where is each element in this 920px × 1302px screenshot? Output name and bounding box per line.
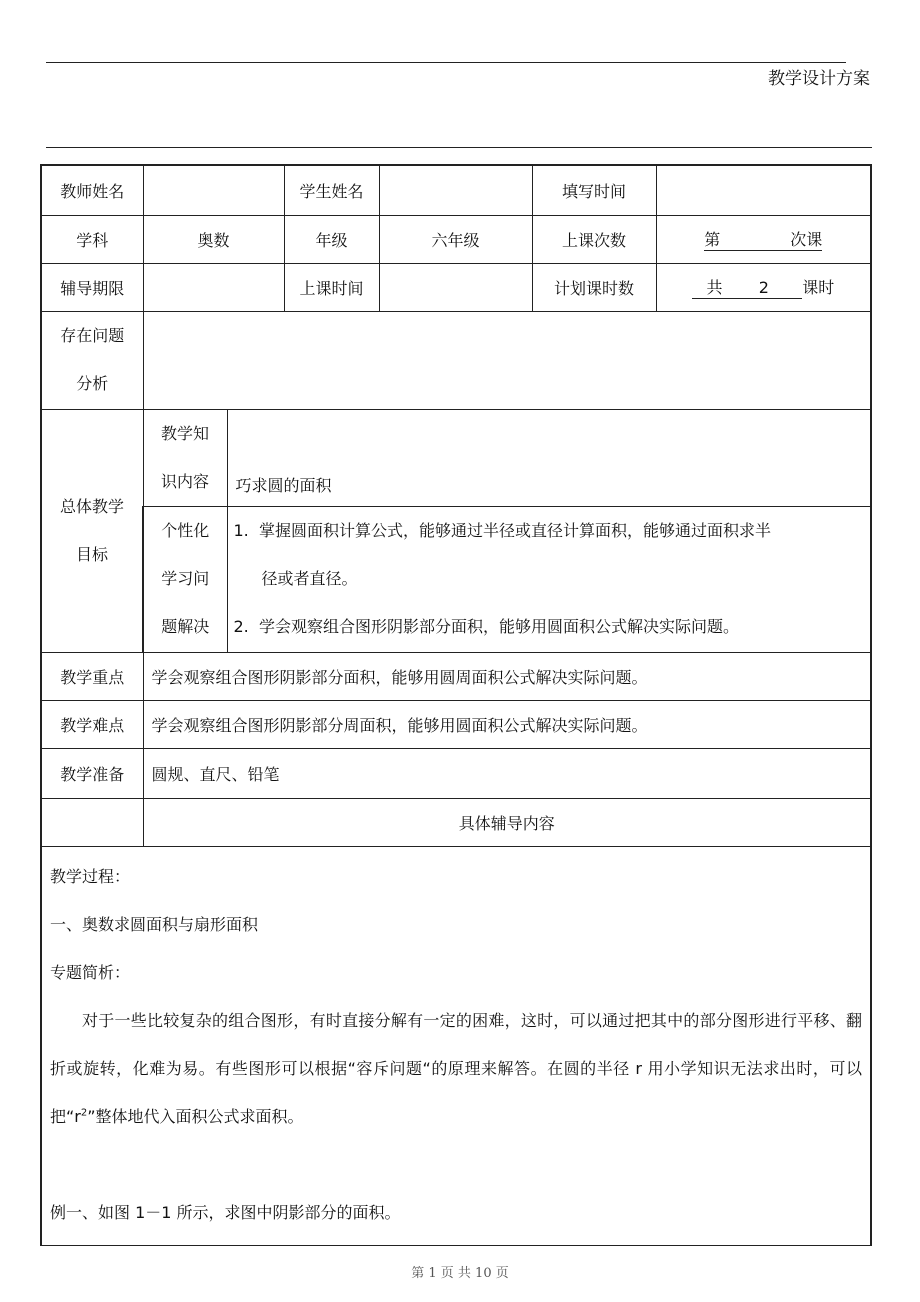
objective-num-2: 2.: [233, 617, 249, 636]
blank-line: [50, 1141, 862, 1189]
objective-item-2: [234, 603, 871, 651]
difficulty-label: 教学难点: [41, 700, 143, 748]
row-difficulty: [41, 700, 871, 748]
row-subject-info: [41, 215, 871, 263]
objective-num-1: 1.: [233, 521, 249, 540]
teaching-process-body: [41, 846, 871, 1245]
header-rule-bottom: [46, 147, 872, 148]
content-header-label: 具体辅导内容: [143, 798, 871, 846]
teacher-name-value[interactable]: [143, 165, 284, 215]
knowledge-label-line1: 教学知: [160, 423, 209, 443]
difficulty-value: 学会观察组合图形阴影部分周面积，能够用圆面积公式解决实际问题。: [143, 700, 871, 748]
personal-label-line3: 题解决: [161, 617, 210, 636]
paragraph-text-part1: 对于一些比较复杂的组合图形，有时直接分解有一定的困难，这时，可以通过把其中的部分图形进行平移、翻折或旋转，化难为易。有些图形可以根据“容斥问题“的原理来解答。在圆的半径 r 用小学知识无法求出时，可以把“r: [50, 1010, 862, 1126]
row-teaching-process: [41, 846, 871, 1245]
row-period-info: [41, 263, 871, 311]
personal-label-line1: 个性化: [161, 521, 210, 540]
paragraph-superscript: 2: [80, 1107, 88, 1119]
content-header-blank: [41, 798, 143, 846]
class-time-value[interactable]: [379, 263, 532, 311]
header-rule-top: [46, 62, 846, 63]
session-suffix: 次课: [790, 230, 823, 249]
row-knowledge-content: [41, 409, 871, 506]
paragraph-text-part2: ”整体地代入面积公式求面积。: [87, 1106, 304, 1126]
overall-objectives-label-line2: 目标: [75, 544, 108, 564]
overall-objectives-label-line1: 总体教学: [59, 496, 124, 516]
grade-label: 年级: [284, 215, 379, 263]
key-point-label: 教学重点: [41, 652, 143, 700]
grade-value: 六年级: [379, 215, 532, 263]
row-preparation: [41, 748, 871, 798]
section-1-title: 一、奥数求圆面积与扇形面积: [50, 914, 259, 934]
row-problem-analysis: [41, 311, 871, 409]
objective-text-1-line2: 径或者直径。: [261, 569, 358, 588]
class-time-label: 上课时间: [284, 263, 379, 311]
subject-label: 学科: [41, 215, 143, 263]
planned-hours-value: [656, 263, 871, 311]
row-content-header: [41, 798, 871, 846]
personal-problem-label: [143, 506, 227, 652]
problem-analysis-label: [41, 311, 143, 409]
objective-item-1: [234, 507, 871, 555]
process-title: 教学过程：: [50, 866, 131, 886]
knowledge-content-value: 巧求圆的面积: [227, 409, 871, 506]
overall-objectives-label: [41, 409, 143, 652]
row-teacher-info: [41, 165, 871, 215]
planned-hours-label: 计划课时数: [532, 263, 656, 311]
session-count-value: [656, 215, 871, 263]
period-label: 辅导期限: [41, 263, 143, 311]
problem-analysis-label-line2: 分析: [76, 374, 109, 393]
student-name-value[interactable]: [379, 165, 532, 215]
fill-time-label: 填写时间: [532, 165, 656, 215]
problem-analysis-label-line1: 存在问题: [60, 326, 125, 345]
planned-prefix: 共: [706, 278, 723, 297]
objectives-list: [227, 506, 871, 652]
analysis-title: 专题简析：: [50, 962, 131, 982]
planned-suffix: 课时: [802, 278, 835, 297]
preparation-label: 教学准备: [41, 748, 143, 798]
analysis-paragraph: [50, 997, 862, 1141]
row-personal-objectives: [41, 506, 871, 652]
preparation-value: 圆规、直尺、铅笔: [143, 748, 871, 798]
key-point-value: 学会观察组合图形阴影部分面积，能够用圆周面积公式解决实际问题。: [143, 652, 871, 700]
page-footer: 第 1 页 共 10 页: [411, 1266, 509, 1281]
fill-time-value[interactable]: [656, 165, 871, 215]
subject-value: 奥数: [143, 215, 284, 263]
example-1: 例一、如图 1－1 所示，求图中阴影部分的面积。: [50, 1202, 401, 1222]
row-key-point: [41, 652, 871, 700]
personal-label-line2: 学习问: [161, 569, 210, 588]
objective-text-1-line1: 掌握圆面积计算公式，能够通过半径或直径计算面积，能够通过面积求半: [258, 521, 771, 540]
objective-text-2-line1: 学会观察组合图形阴影部分面积，能够用圆面积公式解决实际问题。: [258, 617, 739, 636]
teacher-name-label: 教师姓名: [41, 165, 143, 215]
lesson-plan-table: [40, 164, 872, 1246]
session-prefix: 第: [704, 230, 721, 249]
planned-count: 2: [758, 278, 769, 297]
document-title: 教学设计方案: [768, 69, 870, 89]
knowledge-label-line2: 识内容: [160, 471, 209, 491]
period-value[interactable]: [143, 263, 284, 311]
problem-analysis-value[interactable]: [143, 311, 871, 409]
student-name-label: 学生姓名: [284, 165, 379, 215]
knowledge-content-label: [143, 409, 227, 506]
session-count-label: 上课次数: [532, 215, 656, 263]
